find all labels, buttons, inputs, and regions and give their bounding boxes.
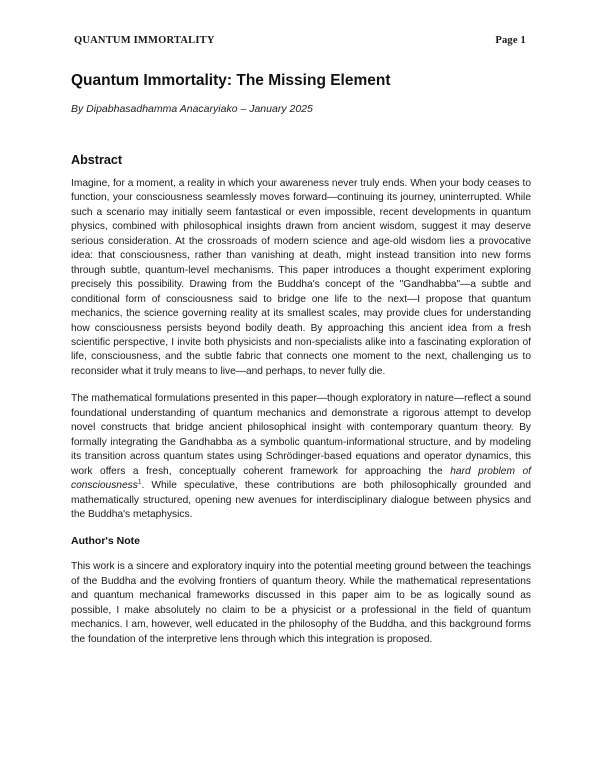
abstract-paragraph-2-text-a: The mathematical formulations presented in this paper—though exploratory in nature—reflect a sound foundational understanding of quantum mechanics and demonstrate a rigorous attempt to develop novel constructs that bridge ancient philosophical insight with contemporary quantum theory. By formally integrating the Gandhabba as a symbolic quantum-informational structure, and by modeling its transition across quantum states using Schrödinger-based equations and operator dynamics, this work offers a fresh, conceptually coherent framework for approaching the — [71, 393, 531, 477]
authors-note-paragraph: This work is a sincere and exploratory inquiry into the potential meeting ground between the teachings of the Buddha and the evolving frontiers of quantum theory. While the mathematical representations and quantum mechanical frameworks discussed in this paper aim to be as logically sound as possible, I make absolutely no claim to be a physicist or a professional in the field of quantum mechanics. I am, however, well educated in the philosophy of the Buddha, and this background forms the foundation of the interpretive lens through which this integration is proposed. — [71, 561, 531, 645]
abstract-heading: Abstract — [71, 153, 123, 167]
page-number: Page 1 — [495, 35, 526, 46]
running-title: QUANTUM IMMORTALITY — [74, 35, 215, 46]
paper-byline: By Dipabhasadhamma Anacaryiako – January 2025 — [71, 103, 313, 115]
footnote-marker[interactable]: 1 — [137, 478, 142, 486]
abstract-paragraph-2 — [71, 392, 531, 522]
abstract-paragraph-1: Imagine, for a moment, a reality in which your awareness never truly ends. When your body ceases to function, your consciousness seamlessly moves forward—continuing its journey, uninterrupted. While such a scenario may initially seem fantastical or even impossible, recent developments in quantum physics, combined with philosophical insights drawn from ancient wisdom, suggest it may deserve serious consideration. At the crossroads of modern science and age-old wisdom lies a provocative idea: that consciousness, rather than vanishing at death, might instead transition into new forms through subtle, quantum-level mechanisms. This paper introduces a thought experiment exploring precisely this possibility. Drawing from the Buddha's concept of the "Gandhabba"—a subtle and conditional form of consciousness said to bridge one life to the next—I propose that quantum mechanics, the science governing reality at its smallest scales, may provide clues for understanding how consciousness persists beyond bodily death. By approaching this ancient idea from a fresh scientific perspective, I invite both physicists and non-specialists alike into a fascinating exploration of life, consciousness, and the subtle fabric that connects one moment to the next, challenging us to reconsider what it truly means to live—and perhaps, to never fully die. — [71, 178, 531, 377]
hard-problem-term: hard problem of consciousness — [71, 465, 531, 492]
paper-title: Quantum Immortality: The Missing Element — [71, 72, 391, 89]
authors-note-heading: Author's Note — [71, 535, 140, 548]
page-body — [71, 72, 531, 647]
abstract-paragraph-2-text-b: . While speculative, these contributions are both philosophically grounded and mathematically structured, opening new avenues for interdisciplinary dialogue between physics and the Buddha's metaphysics. — [71, 480, 531, 520]
